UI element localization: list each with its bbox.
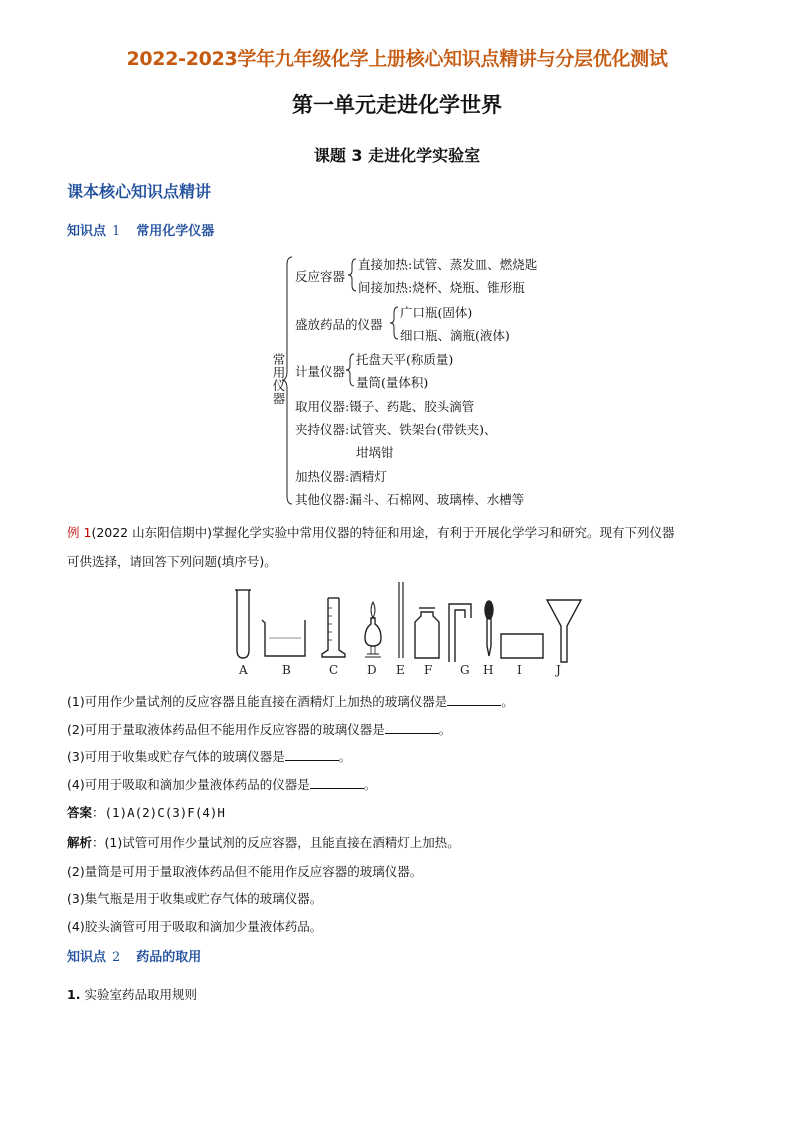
reaction-brace [348, 259, 356, 291]
kp1-label: 知识点 [67, 224, 107, 239]
clamp-instruments: 夹持仪器:试管夹、铁架台(带铁夹)、 [295, 422, 497, 437]
apparatus-label: F [424, 663, 433, 677]
rules-number: 1. [67, 987, 81, 1002]
gas-bottle-F [415, 612, 439, 658]
rules-text: 实验室药品取用规则 [84, 987, 197, 1002]
funnel-J [547, 600, 581, 662]
kp1-number: 1 [112, 224, 121, 239]
answer-text: ：(1)A(2)C(3)F(4)H [92, 805, 225, 820]
answer-blank[interactable] [385, 721, 439, 734]
example-label: 例 1 [67, 525, 92, 540]
reaction-direct: 直接加热:试管、蒸发皿、燃烧匙 [358, 257, 538, 272]
knowledge-point-1-heading [67, 220, 214, 239]
apparatus-label: A [239, 663, 248, 677]
other-instruments: 其他仪器:漏斗、石棉网、玻璃棒、水槽等 [295, 492, 525, 507]
analysis-text-1: ：(1)试管可用作少量试剂的反应容器，且能直接在酒精灯上加热。 [92, 835, 460, 850]
kp2-title: 药品的取用 [136, 950, 202, 965]
unit-title: 第一单元走进化学世界 [292, 93, 502, 117]
question-text: (2)可用于量取液体药品但不能用作反应容器的玻璃仪器是 [67, 722, 385, 737]
clamp-instruments-cont: 坩埚钳 [356, 445, 394, 460]
question-end: 。 [438, 722, 452, 737]
apparatus-label: H [483, 663, 494, 677]
question-2 [67, 720, 451, 738]
storage-brace [390, 307, 398, 339]
answer-blank[interactable] [447, 693, 501, 706]
instrument-tree [270, 253, 540, 508]
analysis-line-2: (2)量筒是可用于量取液体药品但不能用作反应容器的玻璃仪器。 [67, 864, 423, 879]
analysis-line-4: (4)胶头滴管可用于吸取和滴加少量液体药品。 [67, 919, 323, 934]
storage-solid: 广口瓶(固体) [400, 305, 473, 320]
storage-label: 盛放药品的仪器 [295, 317, 383, 332]
apparatus-label: I [517, 663, 522, 677]
analysis-label: 解析 [67, 835, 93, 850]
analysis-line-3: (3)集气瓶是用于收集或贮存气体的玻璃仪器。 [67, 891, 323, 906]
apparatus-label: G [460, 663, 470, 677]
answer-blank[interactable] [285, 748, 339, 761]
dropper-H [487, 618, 491, 656]
answer-label: 答案 [67, 805, 93, 820]
knowledge-point-2-heading [67, 946, 201, 965]
kp2-number: 2 [112, 950, 121, 965]
rules-heading [67, 985, 197, 1003]
analysis-line-1 [67, 833, 460, 851]
tree-root-label: 常用仪器 [272, 352, 286, 406]
question-text: (4)可用于吸取和滴加少量液体药品的仪器是 [67, 777, 310, 792]
section-heading: 课本核心知识点精讲 [67, 182, 212, 201]
kp2-label: 知识点 [67, 950, 107, 965]
cylinder-C [322, 598, 345, 657]
example-text-1: (2022 山东阳信期中)掌握化学实验中常用仪器的特征和用途，有利于开展化学学习和研究。现有下列仪器 [91, 525, 675, 540]
apparatus-figure [225, 578, 585, 680]
glass-rod-E [399, 582, 403, 658]
example-1-line2: 可供选择，请回答下列问题(填序号)。 [67, 554, 277, 569]
apparatus-label: C [329, 663, 339, 677]
question-end: 。 [501, 694, 514, 709]
storage-liquid: 细口瓶、滴瓶(液体) [400, 328, 510, 343]
question-4 [67, 775, 376, 793]
document-main-title: 2022-2023学年九年级化学上册核心知识点精讲与分层优化测试 [126, 48, 668, 70]
measure-cylinder: 量筒(量体积) [356, 375, 429, 390]
answer-blank[interactable] [310, 776, 364, 789]
measure-label: 计量仪器 [295, 364, 346, 379]
bent-tube-G [449, 604, 471, 662]
alcohol-lamp-D [365, 618, 381, 646]
heat-instruments: 加热仪器:酒精灯 [295, 469, 387, 484]
question-end: 。 [363, 777, 377, 792]
take-instruments: 取用仪器:镊子、药匙、胶头滴管 [295, 399, 475, 414]
measure-brace [346, 354, 354, 386]
apparatus-label: E [396, 663, 405, 677]
reaction-label: 反应容器 [295, 269, 346, 284]
question-1 [67, 692, 514, 710]
apparatus-label: D [367, 663, 377, 677]
example-1-line1 [67, 523, 674, 541]
question-text: (3)可用于收集或贮存气体的玻璃仪器是 [67, 749, 285, 764]
kp1-title: 常用化学仪器 [136, 224, 215, 239]
question-3 [67, 747, 351, 765]
question-end: 。 [338, 749, 352, 764]
question-text: (1)可用作少量试剂的反应容器且能直接在酒精灯上加热的玻璃仪器是 [67, 694, 448, 709]
lesson-title: 课题 3 走进化学实验室 [313, 146, 481, 165]
apparatus-label: J [556, 663, 561, 677]
reaction-indirect: 间接加热:烧杯、烧瓶、锥形瓶 [358, 280, 525, 295]
apparatus-label: B [282, 663, 291, 677]
test-tube-A [237, 590, 249, 658]
answer-line [67, 803, 225, 821]
measure-balance: 托盘天平(称质量) [356, 352, 454, 367]
water-trough-I [501, 634, 543, 658]
